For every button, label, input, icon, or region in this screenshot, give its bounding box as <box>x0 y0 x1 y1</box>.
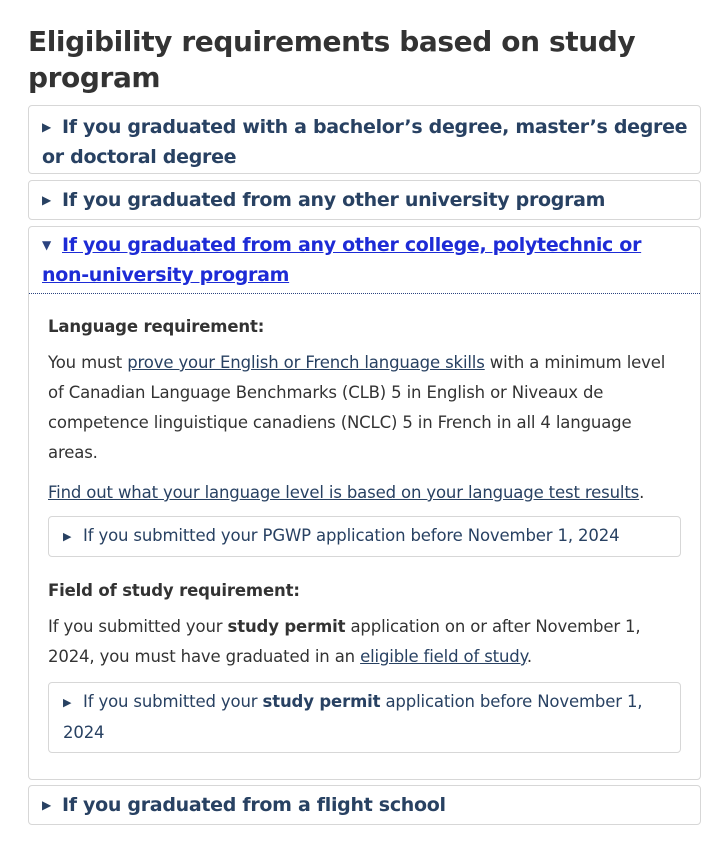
language-requirement-title: Language requirement: <box>48 317 265 336</box>
text: . <box>639 483 645 502</box>
text: application on or after November 1, 2024, you must have graduated in an <box>48 617 641 666</box>
triangle-right-icon: ▶ <box>63 696 72 709</box>
language-level-text <box>48 478 681 508</box>
language-requirement-text <box>48 348 681 468</box>
triangle-right-icon: ▶ <box>42 798 51 812</box>
study-permit-details[interactable] <box>48 682 681 753</box>
accordion-label: If you graduated from any other university program <box>62 189 606 211</box>
accordion-summary[interactable] <box>29 181 700 215</box>
triangle-right-icon: ▶ <box>42 193 51 207</box>
prove-language-link[interactable]: prove your English or French language skills <box>127 353 485 372</box>
accordion-college[interactable] <box>28 226 701 780</box>
text: If you submitted your <box>83 692 263 711</box>
study-permit-bold: study permit <box>262 692 381 711</box>
accordion-summary[interactable] <box>29 106 700 172</box>
accordion-flight-school[interactable] <box>28 785 701 825</box>
eligible-field-link[interactable]: eligible field of study <box>360 647 527 666</box>
language-level-link[interactable]: Find out what your language level is based on your language test results <box>48 483 640 502</box>
accordion-label: If you graduated from any other college, polytechnic or non-university program <box>42 234 642 286</box>
text: If you submitted your <box>48 617 228 636</box>
accordion-other-university[interactable] <box>28 180 701 220</box>
text: application before November 1, 2024 <box>63 692 643 742</box>
study-permit-bold: study permit <box>227 617 346 636</box>
accordion-bachelors[interactable] <box>28 105 701 174</box>
triangle-down-icon: ▼ <box>42 238 51 252</box>
text: with a minimum level of Canadian Language Benchmarks (CLB) 5 in English or Niveaux de competence linguistique canadiens (NCLC) 5 in French in all 4 language areas. <box>48 353 666 462</box>
text: You must <box>48 353 128 372</box>
triangle-right-icon: ▶ <box>42 120 51 134</box>
page-heading: Eligibility requirements based on study program <box>28 25 636 94</box>
text: . <box>526 647 532 666</box>
accordion-summary[interactable] <box>29 227 700 294</box>
triangle-right-icon: ▶ <box>63 530 72 543</box>
pgwp-details-label: If you submitted your PGWP application before November 1, 2024 <box>83 526 620 545</box>
accordion-content <box>29 294 700 753</box>
pgwp-details[interactable] <box>48 516 681 557</box>
field-of-study-text <box>48 612 681 672</box>
accordion-label: If you graduated from a flight school <box>62 794 446 816</box>
accordion-label: If you graduated with a bachelor’s degree, master’s degree or doctoral degree <box>42 116 688 168</box>
accordion-summary[interactable] <box>29 786 700 820</box>
field-of-study-title: Field of study requirement: <box>48 581 300 600</box>
